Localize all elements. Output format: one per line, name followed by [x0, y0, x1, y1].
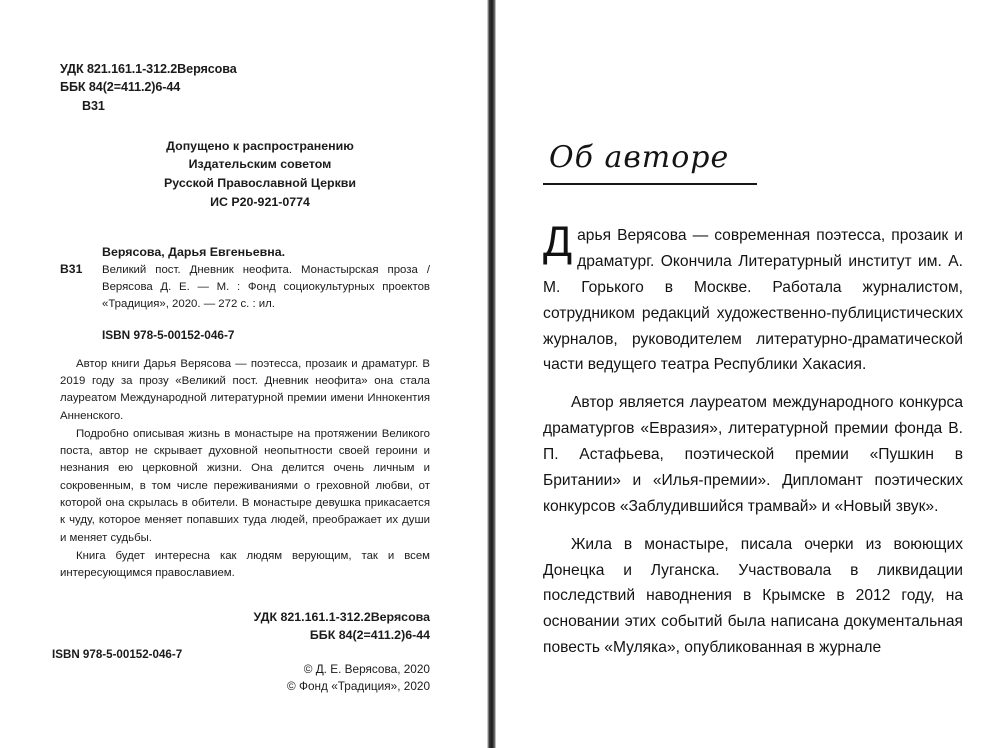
bbk-bottom-line: ББК 84(2=411.2)6-44: [309, 627, 430, 642]
book-gutter-shadow: [487, 0, 496, 748]
udk-bbk-top-block: [60, 60, 430, 115]
about-author-body: [543, 218, 963, 661]
right-page-content: [543, 140, 963, 661]
annotation-paragraph-2: Подробно описывая жизнь в монастыре на протяжении Великого поста, автор не скрывает духовной неопытности своей героини и незнания ею церковной жизни. Она делится очень личным и сокровенным, в том числе переживаниями о греховной любви, от которой она скрылась в обители. В монастыре девушка прикасается к чуду, которое меняет попавших туда людей, преображает их души и меняет судьбы.: [60, 427, 430, 544]
bbk-top-line: ББК 84(2=411.2)6-44: [60, 80, 181, 95]
isbn-cip: ISBN 978-5-00152-046-7: [102, 327, 235, 342]
annotation-block: [60, 356, 430, 583]
udk-bottom-line: УДК 821.161.1-312.2Верясова: [253, 609, 430, 624]
annotation-paragraph-1: Автор книги Дарья Верясова — поэтесса, прозаик и драматург. В 2019 году за прозу «Великий пост. Дневник неофита» она стала лауреатом Международной литературной премии имени Иннокентия Анненского.: [60, 357, 430, 422]
approval-line-3: Русской Православной Церкви: [164, 175, 356, 190]
annotation-paragraph-3: Книга будет интересна как людям верующим, так и всем интересующимся православием.: [60, 550, 430, 580]
copyright-block: [60, 661, 430, 696]
left-page-copyright: [0, 0, 487, 748]
shelf-code-top: В31: [82, 98, 105, 113]
about-paragraph-1: [543, 218, 963, 378]
cip-description: Великий пост. Дневник неофита. Монастырская проза / Верясова Д. Е. — М. : Фонд социокультурных проектов «Традиция», 2020. — 272 с. : ил.: [102, 264, 430, 311]
about-author-title: Об авторе: [549, 140, 730, 175]
udk-bbk-bottom-block: [60, 609, 430, 645]
approval-line-2: Издательским советом: [188, 157, 332, 172]
about-paragraph-3: Жила в монастыре, писала очерки из воюющих Донецка и Луганска. Участвовала в ликвидации последствий наводнения в Крымске в 2012 году, на основании этих событий была написана документальная повесть «Муляка», опубликованная в журнале: [543, 535, 963, 657]
left-page-content: [52, 60, 430, 696]
copyright-author: © Д. Е. Верясова, 2020: [303, 661, 430, 676]
udk-top-line: УДК 821.161.1-312.2Верясова: [60, 62, 237, 76]
isbn-bottom: ISBN 978-5-00152-046-7: [52, 648, 183, 661]
about-paragraph-2: Автор является лауреатом международного конкурса драматургов «Евразия», литературной премии фонда В. П. Астафьева, поэтической премии «Пушкин в Британии» и «Илья-премии». Дипломант поэтических конкурсов «Заблудившийся трамвай» и «Новый звук».: [543, 394, 963, 515]
approval-line-1: Допущено к распространению: [166, 138, 354, 153]
cip-shelf-code: В31: [60, 262, 83, 277]
right-page-about-author: [496, 0, 1000, 748]
drop-cap: Д: [543, 218, 573, 266]
church-approval-block: [60, 137, 430, 211]
approval-code: ИС Р20-921-0774: [210, 194, 310, 209]
title-underline: [543, 183, 757, 185]
copyright-publisher: © Фонд «Традиция», 2020: [287, 679, 430, 694]
cip-record: [60, 245, 430, 341]
cip-author: Верясова, Дарья Евгеньевна.: [102, 245, 286, 260]
about-paragraph-1-text: арья Верясова — современная поэтесса, прозаик и драматург. Окончила Литературный институт им. А. М. Горького в Москве. Работала журналистом, сотрудником редакций художественно-публицистических журналов, руководителем литературно-драматической части ведущего театра Республики Хакасия.: [543, 227, 963, 374]
